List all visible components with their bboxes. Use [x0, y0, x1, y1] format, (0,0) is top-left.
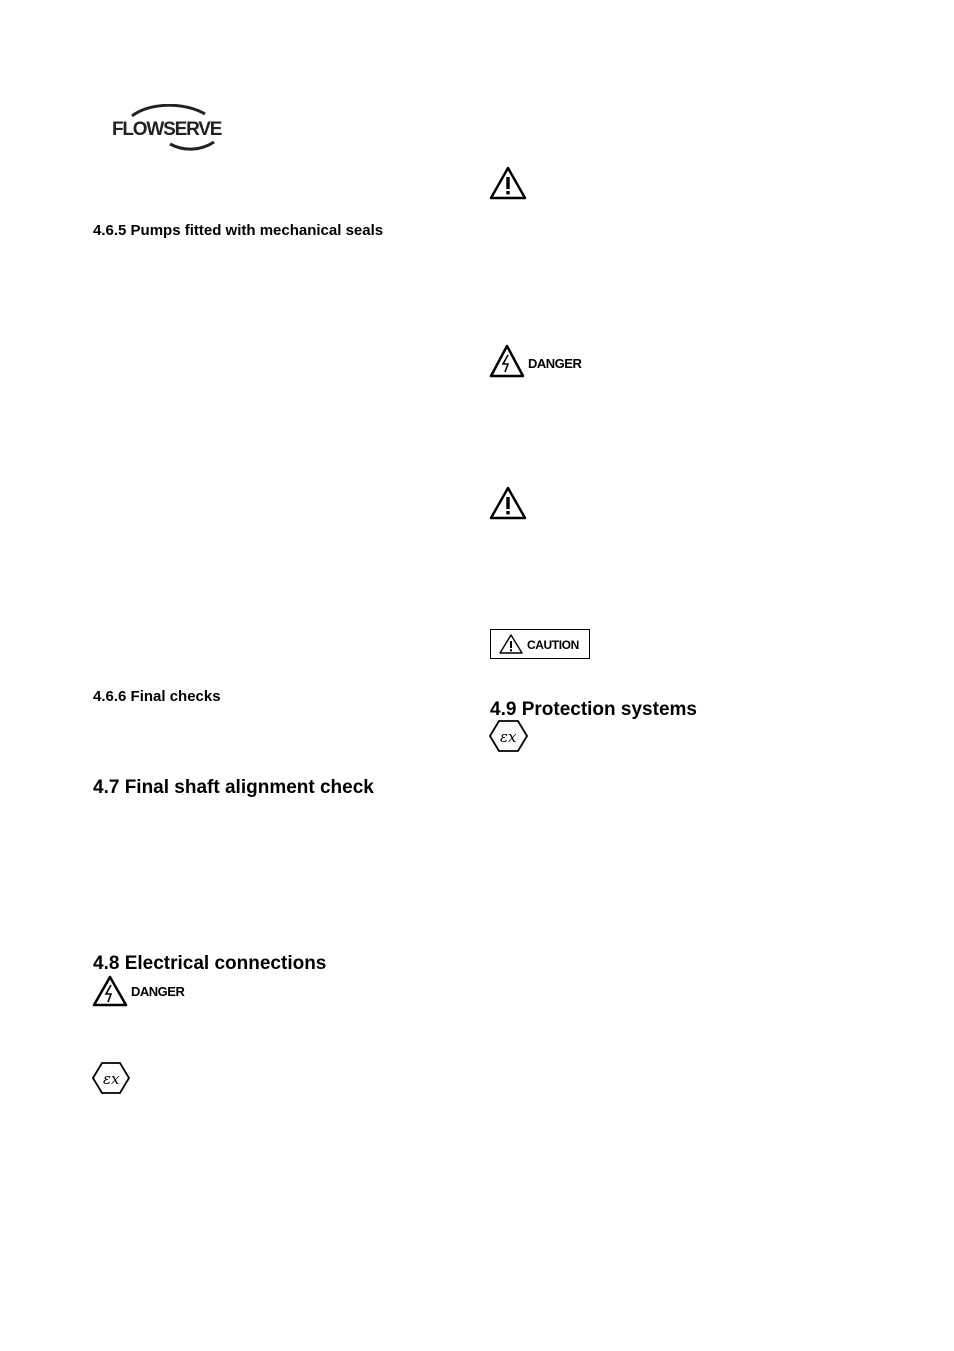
- danger-label: DANGER: [528, 356, 582, 371]
- atex-ex-icon: [489, 719, 529, 753]
- heading-4-8: 4.8 Electrical connections: [93, 953, 327, 974]
- svg-text:εx: εx: [103, 1070, 120, 1088]
- heading-4-6-6: 4.6.6 Final checks: [93, 688, 221, 705]
- heading-4-6-5: 4.6.5 Pumps fitted with mechanical seals: [93, 222, 384, 239]
- heading-4-9: 4.9 Protection systems: [490, 699, 697, 720]
- caution-box: [490, 629, 590, 659]
- danger-symbol: [92, 975, 192, 1009]
- warning-triangle-icon: [489, 166, 527, 200]
- danger-symbol-right: [489, 344, 589, 378]
- atex-ex-icon: [92, 1061, 130, 1095]
- warning-triangle-icon: [489, 486, 527, 520]
- svg-text:εx: εx: [500, 728, 517, 746]
- caution-icon: [499, 634, 523, 654]
- flowserve-logo: [110, 104, 222, 154]
- heading-4-7: 4.7 Final shaft alignment check: [93, 777, 374, 798]
- danger-label: DANGER: [131, 984, 185, 999]
- electrical-danger-icon: [92, 975, 128, 1007]
- caution-label: CAUTION: [527, 638, 579, 652]
- logo-text: FLOWSERVE: [112, 119, 222, 140]
- electrical-danger-icon: [489, 344, 525, 378]
